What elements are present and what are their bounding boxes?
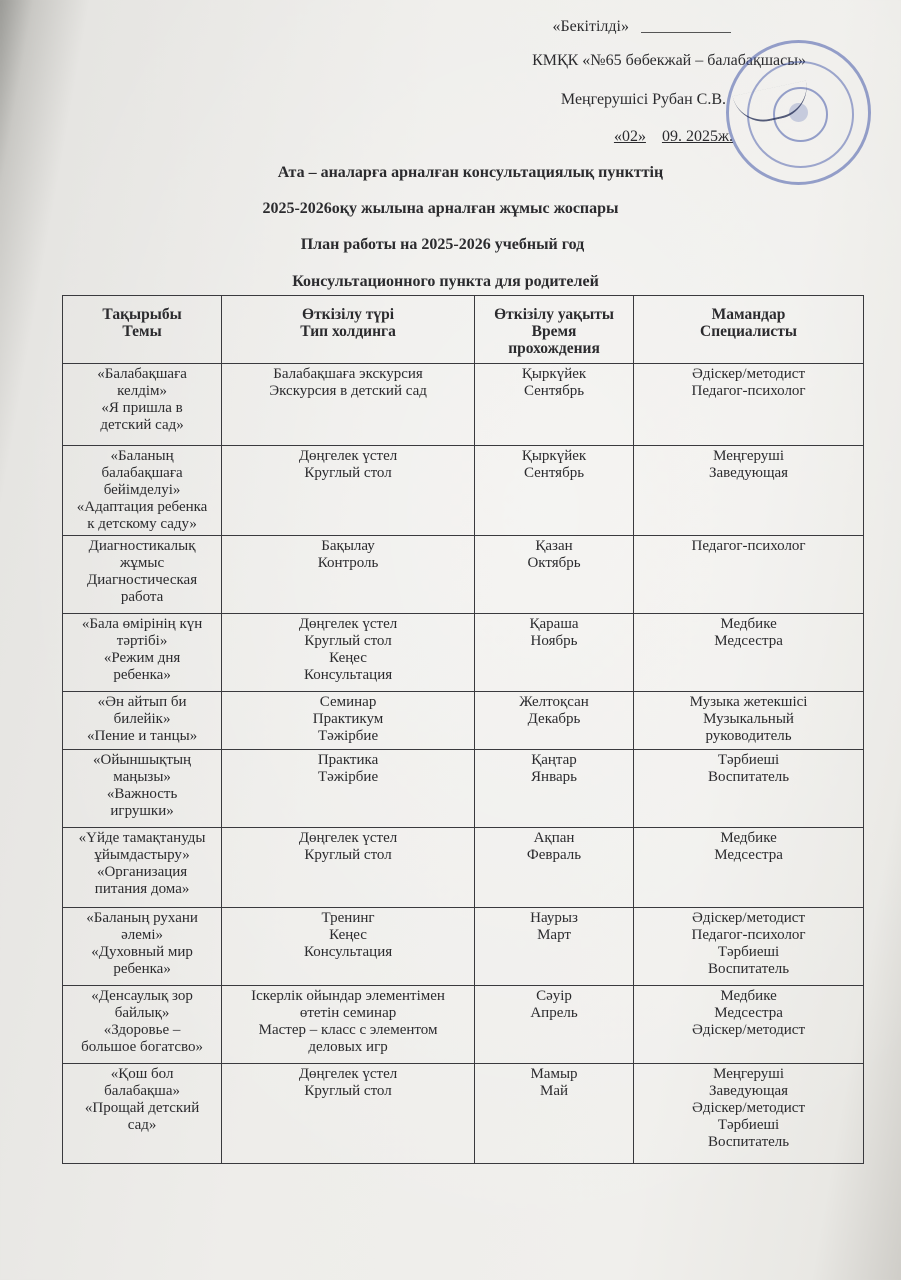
- cell-text-line: «Здоровье –: [103, 1022, 181, 1038]
- cell-text-line: Сентябрь: [523, 465, 585, 481]
- cell-text-line: Экскурсия в детский сад: [269, 383, 427, 399]
- cell-text-line: Октябрь: [527, 555, 581, 571]
- time-cell: [474, 908, 633, 986]
- table-row: [63, 446, 864, 536]
- approval-date: «02» 09. 2025ж.: [613, 128, 733, 145]
- topic-cell: [63, 692, 222, 750]
- table-row: [63, 908, 864, 986]
- cell-text-line: «Денсаулық зор: [91, 988, 193, 1004]
- cell-text-line: Қаңтар: [531, 752, 577, 768]
- table-header-row: [63, 296, 864, 364]
- specialists-cell: [634, 750, 864, 828]
- cell-text-line: әлемі»: [121, 927, 164, 943]
- topic-cell: [63, 1064, 222, 1164]
- table-row: [63, 536, 864, 614]
- table-row: [63, 750, 864, 828]
- topic-cell: [63, 828, 222, 908]
- specialists-cell: [634, 446, 864, 536]
- cell-text-line: питания дома»: [94, 881, 190, 897]
- cell-text-line: Тәрбиеші: [717, 1117, 780, 1133]
- time-cell: [474, 986, 633, 1064]
- cell-text-line: «Ойыншықтың: [93, 752, 192, 768]
- cell-text-line: детский сад»: [100, 417, 184, 433]
- cell-text-line: Мастер – класс с элементом: [258, 1022, 438, 1038]
- cell-text-line: балабақша»: [104, 1083, 180, 1099]
- header-type: Өткізілу түрі Тип холдинга: [222, 296, 475, 364]
- cell-text-line: Педагог-психолог: [691, 383, 806, 399]
- cell-text-line: Дөңгелек үстел: [298, 448, 398, 464]
- cell-text-line: Диагностическая: [87, 572, 198, 588]
- cell-text-line: жұмыс: [120, 555, 165, 571]
- cell-text-line: Кеңес: [329, 927, 367, 943]
- cell-text-line: Апрель: [530, 1005, 578, 1021]
- type-cell: [222, 828, 475, 908]
- specialists-cell: [634, 614, 864, 692]
- table-row: [63, 1064, 864, 1164]
- time-cell: [474, 446, 633, 536]
- specialists-cell: [634, 986, 864, 1064]
- cell-text-line: Желтоқсан: [519, 694, 589, 710]
- cell-text-line: Воспитатель: [707, 769, 790, 785]
- cell-text-line: Контроль: [317, 555, 379, 571]
- cell-text-line: Январь: [531, 769, 577, 785]
- time-cell: [474, 364, 633, 446]
- cell-text-line: Тәжірбие: [317, 728, 379, 744]
- cell-text-line: Медбике: [720, 616, 777, 632]
- cell-text-line: Қазан: [535, 538, 573, 554]
- cell-text-line: бейімделуі»: [103, 482, 181, 498]
- cell-text-line: Медбике: [720, 988, 777, 1004]
- cell-text-line: «Я пришла в: [101, 400, 183, 416]
- specialists-cell: [634, 692, 864, 750]
- cell-text-line: Круглый стол: [304, 847, 392, 863]
- table-row: [63, 364, 864, 446]
- cell-text-line: ребенка»: [113, 961, 171, 977]
- cell-text-line: Қыркүйек: [521, 366, 587, 382]
- cell-text-line: Дөңгелек үстел: [298, 830, 398, 846]
- cell-text-line: Әдіскер/методист: [692, 1100, 806, 1116]
- cell-text-line: Круглый стол: [304, 633, 392, 649]
- cell-text-line: Әдіскер/методист: [692, 1022, 806, 1038]
- cell-text-line: Дөңгелек үстел: [298, 616, 398, 632]
- cell-text-line: Воспитатель: [707, 1134, 790, 1150]
- cell-text-line: Сәуір: [536, 988, 572, 1004]
- signature-line: [641, 32, 731, 33]
- cell-text-line: Ақпан: [533, 830, 575, 846]
- cell-text-line: Диагностикалық: [88, 538, 196, 554]
- cell-text-line: Декабрь: [527, 711, 581, 727]
- approval-label: «Бекітілді»: [552, 18, 731, 36]
- cell-text-line: Тәжірбие: [317, 769, 379, 785]
- specialists-cell: [634, 828, 864, 908]
- table-row: [63, 614, 864, 692]
- cell-text-line: Круглый стол: [304, 465, 392, 481]
- cell-text-line: Консультация: [303, 944, 393, 960]
- cell-text-line: Медсестра: [714, 847, 783, 863]
- cell-text-line: к детскому саду»: [87, 516, 197, 532]
- cell-text-line: байлық»: [114, 1005, 170, 1021]
- cell-text-line: Ноябрь: [530, 633, 578, 649]
- cell-text-line: руководитель: [705, 728, 792, 744]
- cell-text-line: Қараша: [529, 616, 579, 632]
- cell-text-line: «Ән айтып би: [97, 694, 187, 710]
- topic-cell: [63, 750, 222, 828]
- cell-text-line: «Үйде тамақтануды: [78, 830, 206, 846]
- cell-text-line: работа: [120, 589, 164, 605]
- cell-text-line: Заведующая: [709, 465, 789, 481]
- cell-text-line: Педагог-психолог: [691, 538, 806, 554]
- time-cell: [474, 1064, 633, 1164]
- cell-text-line: тәртібі»: [116, 633, 168, 649]
- cell-text-line: келдім»: [117, 383, 167, 399]
- cell-text-line: билейік»: [113, 711, 171, 727]
- cell-text-line: Медсестра: [714, 1005, 783, 1021]
- topic-cell: [63, 364, 222, 446]
- cell-text-line: Март: [537, 927, 571, 943]
- specialists-cell: [634, 1064, 864, 1164]
- cell-text-line: «Важность: [106, 786, 178, 802]
- time-cell: [474, 692, 633, 750]
- cell-text-line: Әдіскер/методист: [692, 366, 806, 382]
- cell-text-line: Балабақшаға экскурсия: [273, 366, 423, 382]
- cell-text-line: «Организация: [96, 864, 188, 880]
- topic-cell: [63, 536, 222, 614]
- topic-cell: [63, 986, 222, 1064]
- type-cell: [222, 446, 475, 536]
- cell-text-line: Тренинг: [321, 910, 375, 926]
- cell-text-line: ребенка»: [113, 667, 171, 683]
- cell-text-line: Музыка жетекшісі: [689, 694, 808, 710]
- cell-text-line: Практика: [317, 752, 379, 768]
- header-topic: Тақырыбы Темы: [63, 296, 222, 364]
- cell-text-line: большое богатсво»: [81, 1039, 203, 1055]
- cell-text-line: Заведующая: [709, 1083, 789, 1099]
- header-specialists: Мамандар Специалисты: [634, 296, 864, 364]
- cell-text-line: маңызы»: [113, 769, 171, 785]
- title-russian-2: Консультационного пункта для родителей: [292, 273, 599, 290]
- title-russian-1: План работы на 2025-2026 учебный год: [300, 236, 585, 253]
- cell-text-line: сад»: [127, 1117, 157, 1133]
- type-cell: [222, 614, 475, 692]
- cell-text-line: «Адаптация ребенка: [76, 499, 208, 515]
- cell-text-line: Тәрбиеші: [717, 944, 780, 960]
- topic-cell: [63, 614, 222, 692]
- time-cell: [474, 614, 633, 692]
- cell-text-line: «Баланың рухани: [86, 910, 198, 926]
- type-cell: [222, 986, 475, 1064]
- cell-text-line: Круглый стол: [304, 1083, 392, 1099]
- title-kazakh-1: Ата – аналарға арналған консультациялық пункттің: [277, 164, 664, 181]
- topic-cell: [63, 446, 222, 536]
- type-cell: [222, 692, 475, 750]
- cell-text-line: Қыркүйек: [521, 448, 587, 464]
- cell-text-line: деловых игр: [308, 1039, 388, 1055]
- cell-text-line: Педагог-психолог: [691, 927, 806, 943]
- cell-text-line: Іскерлік ойындар элементімен: [251, 988, 445, 1004]
- cell-text-line: Медбике: [720, 830, 777, 846]
- time-cell: [474, 828, 633, 908]
- specialists-cell: [634, 364, 864, 446]
- type-cell: [222, 1064, 475, 1164]
- cell-text-line: Дөңгелек үстел: [298, 1066, 398, 1082]
- cell-text-line: «Баланың: [110, 448, 174, 464]
- type-cell: [222, 908, 475, 986]
- title-kazakh-2: 2025-2026оқу жылына арналған жұмыс жоспары: [262, 200, 619, 217]
- cell-text-line: Музыкальный: [703, 711, 794, 727]
- cell-text-line: «Духовный мир: [91, 944, 193, 960]
- cell-text-line: ұйымдастыру»: [94, 847, 190, 863]
- specialists-cell: [634, 908, 864, 986]
- cell-text-line: «Бала өмірінің күн: [81, 616, 203, 632]
- cell-text-line: Мамыр: [530, 1066, 578, 1082]
- specialists-cell: [634, 536, 864, 614]
- cell-text-line: Май: [540, 1083, 569, 1099]
- cell-text-line: Практикум: [312, 711, 384, 727]
- cell-text-line: Семинар: [319, 694, 377, 710]
- cell-text-line: «Қош бол: [110, 1066, 174, 1082]
- table-row: [63, 828, 864, 908]
- cell-text-line: Кеңес: [329, 650, 367, 666]
- cell-text-line: игрушки»: [110, 803, 174, 819]
- cell-text-line: Әдіскер/методист: [692, 910, 806, 926]
- cell-text-line: Меңгеруші: [713, 448, 785, 464]
- table-row: [63, 986, 864, 1064]
- type-cell: [222, 536, 475, 614]
- cell-text-line: Бақылау: [321, 538, 375, 554]
- time-cell: [474, 750, 633, 828]
- work-plan-table: [62, 295, 864, 1164]
- table-row: [63, 692, 864, 750]
- header-time: Өткізілу уақыты Время прохождения: [474, 296, 633, 364]
- topic-cell: [63, 908, 222, 986]
- cell-text-line: Тәрбиеші: [717, 752, 780, 768]
- cell-text-line: Наурыз: [530, 910, 578, 926]
- organization-name: КМҚК «№65 бөбекжай – балабақшасы»: [532, 52, 806, 69]
- time-cell: [474, 536, 633, 614]
- cell-text-line: Консультация: [303, 667, 393, 683]
- cell-text-line: балабақшаға: [101, 465, 183, 481]
- cell-text-line: Сентябрь: [523, 383, 585, 399]
- cell-text-line: Воспитатель: [707, 961, 790, 977]
- cell-text-line: «Балабақшаға: [97, 366, 187, 382]
- cell-text-line: Медсестра: [714, 633, 783, 649]
- cell-text-line: «Пение и танцы»: [86, 728, 198, 744]
- cell-text-line: «Режим дня: [103, 650, 181, 666]
- type-cell: [222, 750, 475, 828]
- cell-text-line: Февраль: [526, 847, 582, 863]
- head-of-organization: Меңгерушісі Рубан С.В.: [560, 91, 726, 108]
- type-cell: [222, 364, 475, 446]
- cell-text-line: «Прощай детский: [84, 1100, 200, 1116]
- cell-text-line: өтетін семинар: [299, 1005, 397, 1021]
- cell-text-line: Меңгеруші: [713, 1066, 785, 1082]
